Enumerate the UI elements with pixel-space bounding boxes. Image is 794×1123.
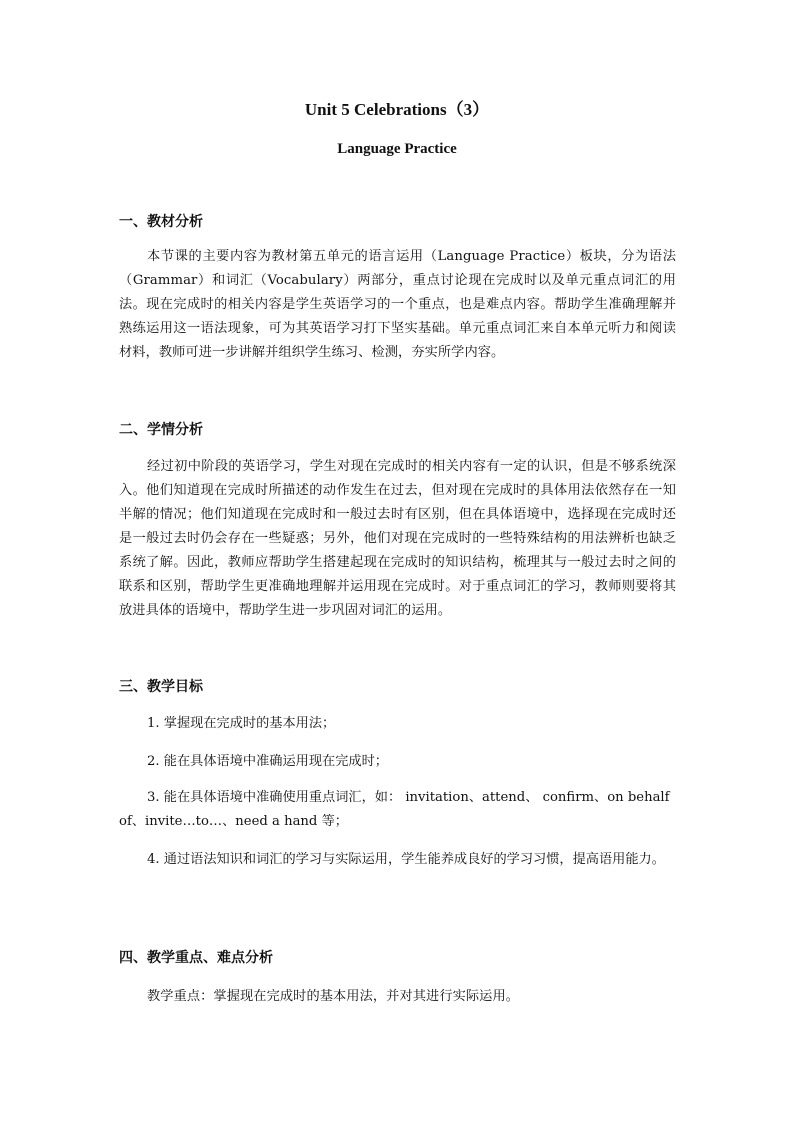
section-heading-key-difficult-points: 四、教学重点、难点分析 xyxy=(119,950,273,966)
teaching-goal-item: 4. 通过语法知识和词汇的学习与实际运用，学生能养成良好的学习习惯，提高语用能力。 xyxy=(147,852,665,867)
section-heading-teaching-goals: 三、教学目标 xyxy=(119,679,203,695)
document-subtitle: Language Practice xyxy=(337,141,457,157)
teaching-goal-item: 3. 能在具体语境中准确使用重点词汇，如： invitation、attend、 confirm、on behalf of、invite…to…、need a hand 等； xyxy=(119,790,670,829)
teaching-goal-item: 2. 能在具体语境中准确运用现在完成时； xyxy=(147,754,388,769)
document-title: Unit 5 Celebrations（3） xyxy=(304,100,490,119)
section-heading-textbook-analysis: 一、教材分析 xyxy=(119,214,203,230)
section-body-student-analysis: 经过初中阶段的英语学习，学生对现在完成时的相关内容有一定的认识，但是不够系统深入。他们知道现在完成时所描述的动作发生在过去，但对现在完成时的具体用法依然存在一知半解的情况；他们知道现在完成时和一般过去时有区别，但在具体语境中，选择现在完成时还是一般过去时仍会存在一些疑惑；另外，他们对现在完成时的一些特殊结构的用法辨析也缺乏系统了解。因此，教师应帮助学生搭建起现在完成时的知识结构，梳理其与一般过去时之间的联系和区别，帮助学生更准确地理解并运用现在完成时。对于重点词汇的学习，教师则要将其放进具体的语境中，帮助学生进一步巩固对词汇的运用。 xyxy=(119,459,676,618)
section-body-key-points: 教学重点：掌握现在完成时的基本用法，并对其进行实际运用。 xyxy=(147,989,520,1004)
teaching-goal-item: 1. 掌握现在完成时的基本用法； xyxy=(147,716,336,731)
section-heading-student-analysis: 二、学情分析 xyxy=(119,422,203,438)
section-body-textbook-analysis: 本节课的主要内容为教材第五单元的语言运用（Language Practice）板块，分为语法（Grammar）和词汇（Vocabulary）两部分，重点讨论现在完成时以及单元重点词汇的用法。现在完成时的相关内容是学生英语学习的一个重点，也是难点内容。帮助学生准确理解并熟练运用这一语法现象，可为其英语学习打下坚实基础。单元重点词汇来自本单元听力和阅读材料，教师可进一步讲解并组织学生练习、检测，夯实所学内容。 xyxy=(119,249,676,360)
